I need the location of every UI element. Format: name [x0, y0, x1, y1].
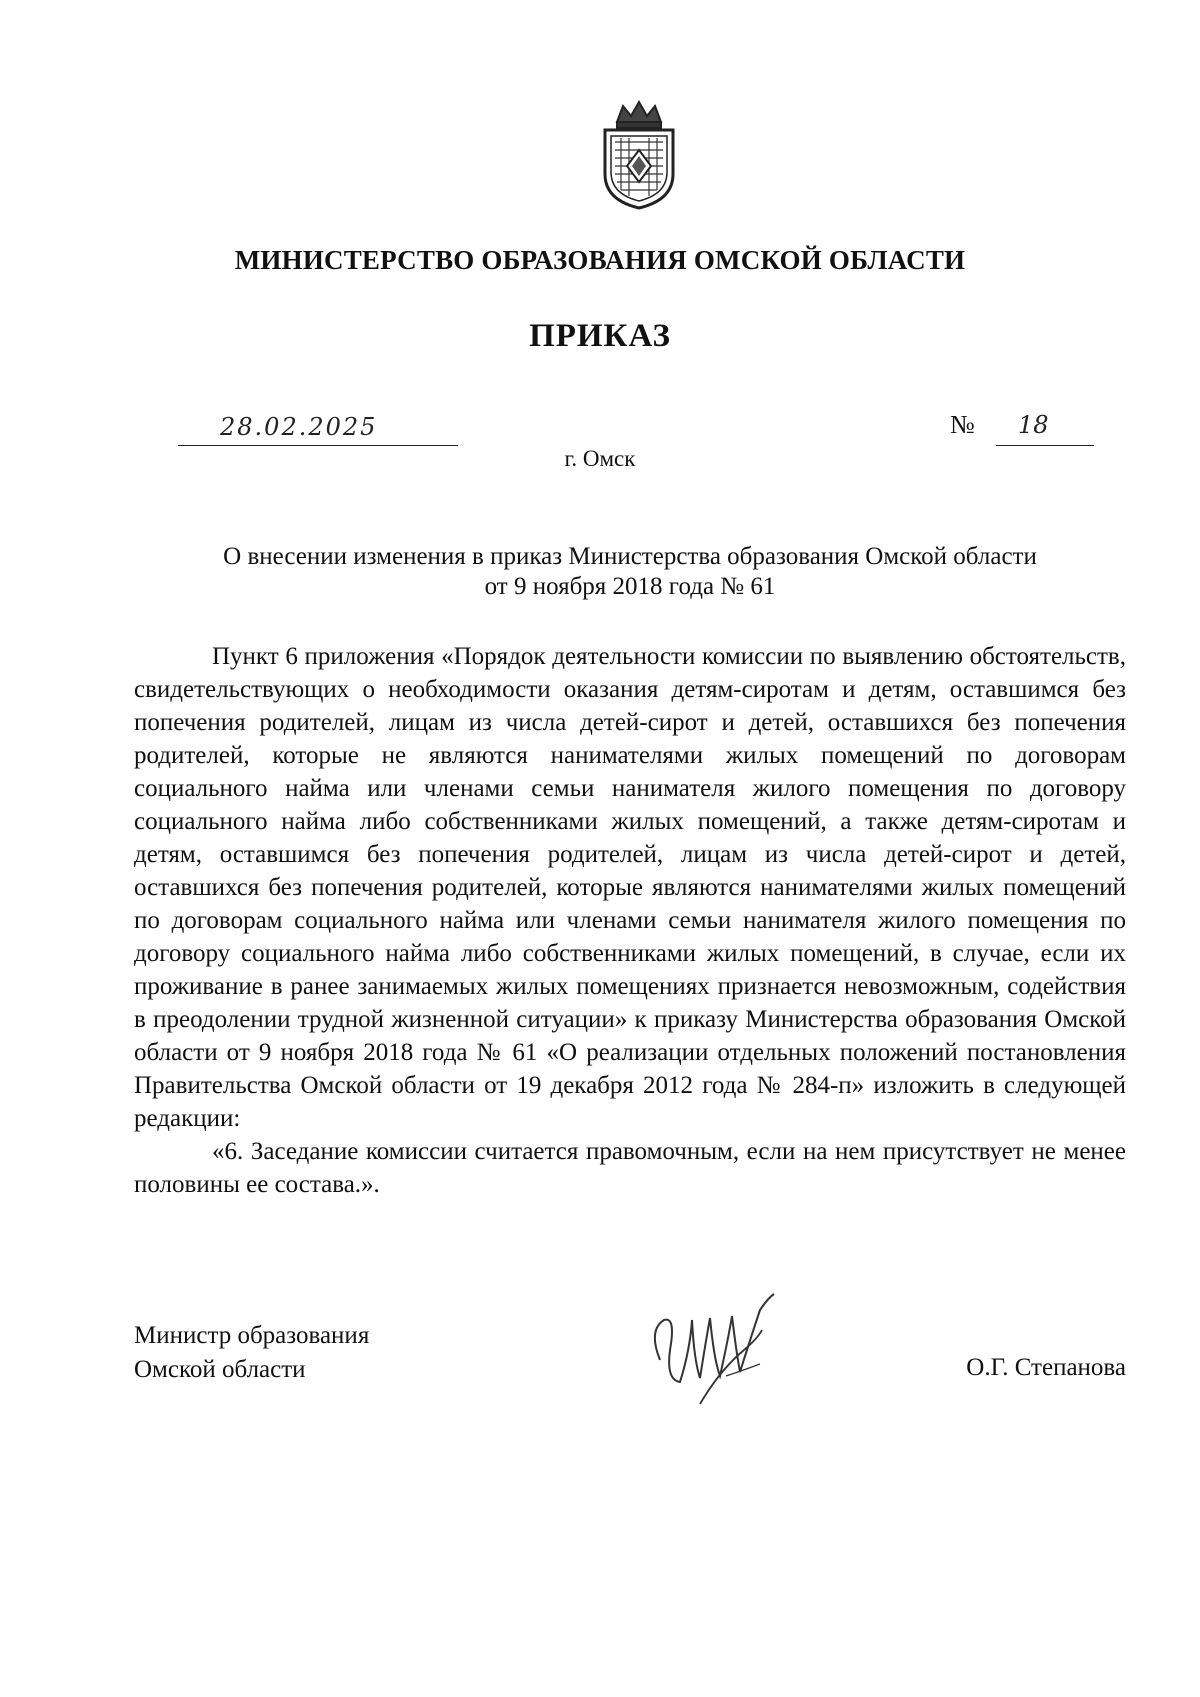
signature-icon — [640, 1290, 800, 1410]
order-body — [134, 640, 1126, 1201]
order-number: 18 — [1018, 411, 1049, 439]
coat-of-arms-icon — [595, 100, 683, 210]
order-date: 28.02.2025 — [220, 413, 378, 441]
document-type: ПРИКАЗ — [529, 318, 671, 354]
ministry-name: МИНИСТЕРСТВО ОБРАЗОВАНИЯ ОМСКОЙ ОБЛАСТИ — [234, 245, 966, 275]
city: г. Омск — [564, 446, 636, 471]
order-number-field — [996, 413, 1094, 446]
signatory-title-line-2: Омской области — [134, 1356, 306, 1383]
signatory-title-line-1: Министр образования — [134, 1322, 370, 1349]
body-paragraph-2: «6. Заседание комиссии считается правомочным, если на нем присутствует не менее половины ее состава.». — [134, 1138, 1126, 1198]
body-paragraph-1: Пункт 6 приложения «Порядок деятельности комиссии по выявлению обстоятельств, свидетельствующих о необходимости оказания детям-сиротам и детям, оставшимся без попечения родителей, лицам из числа детей-сирот и детей, оставшихся без попечения родителей, которые не являются нанимателями жилых помещений по договорам социального найма или членами семьи нанимателя жилого помещения по договору социального найма либо собственниками жилых помещений, а также детям-сиротам и детям, оставшимся без попечения родителей, лицам из числа детей-сирот и детей, оставшихся без попечения родителей, которые являются нанимателями жилых помещений по договорам социального найма или членами семьи нанимателя жилого помещения по договору социального найма либо собственниками жилых помещений, в случае, если их проживание в ранее занимаемых жилых помещениях признается невозможным, содействия в преодолении трудной жизненной ситуации» к приказу Министерства образования Омской области от 9 ноября 2018 года № 61 «О реализации отдельных положений постановления Правительства Омской области от 19 декабря 2012 года № 284-п» изложить в следующей редакции: — [134, 643, 1126, 1132]
order-subject — [140, 542, 1120, 602]
signatory-name: О.Г. Степанова — [966, 1354, 1126, 1381]
order-number-label: № — [950, 410, 975, 439]
order-date-field — [178, 413, 458, 446]
subject-line-2: от 9 ноября 2018 года № 61 — [484, 573, 776, 600]
signatory-title — [134, 1319, 369, 1387]
subject-line-1: О внесении изменения в приказ Министерства образования Омской области — [223, 543, 1037, 570]
